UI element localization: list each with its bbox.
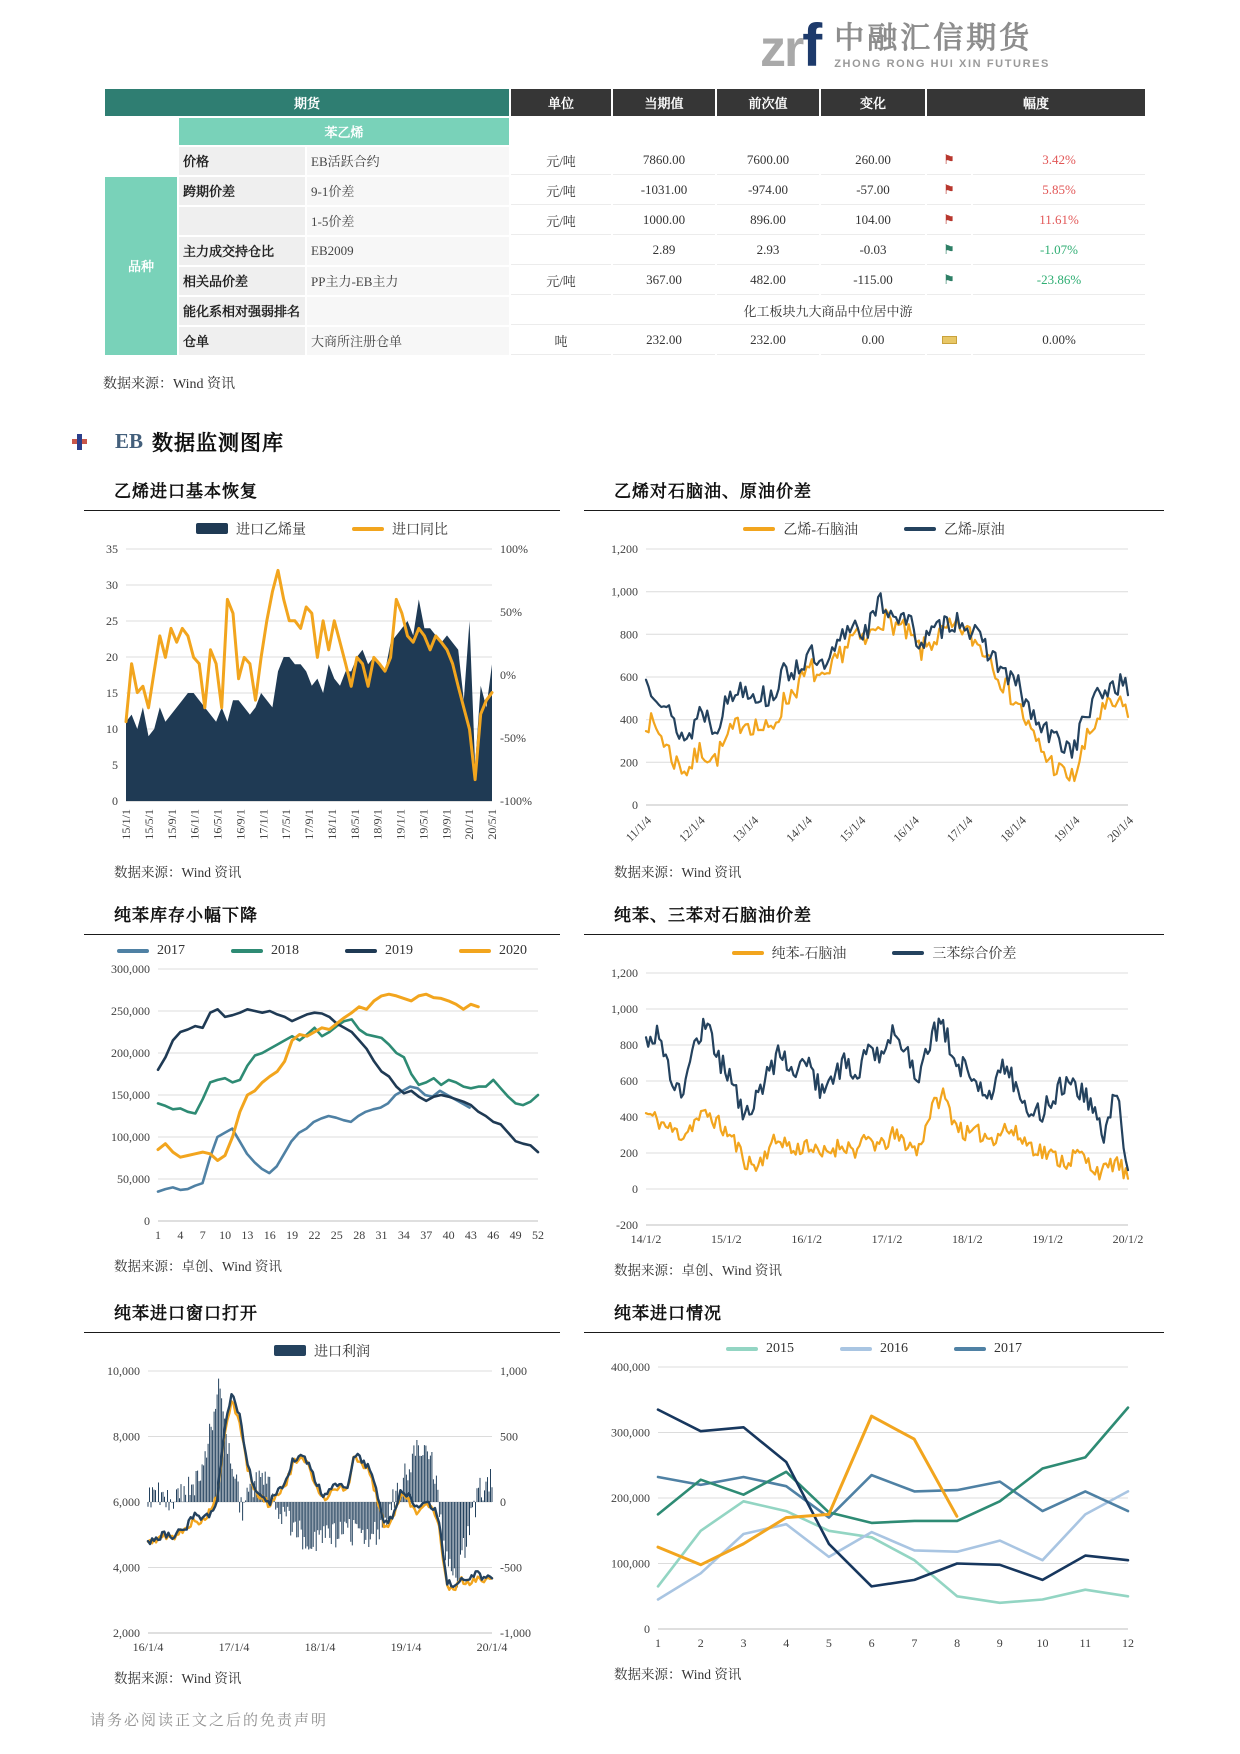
- chart-legend: [584, 1341, 1164, 1357]
- svg-text:5: 5: [112, 757, 118, 772]
- svg-text:15/9/1: 15/9/1: [164, 808, 179, 840]
- svg-text:18/9/1: 18/9/1: [370, 808, 385, 840]
- legend-label: 进口乙烯量: [236, 522, 306, 538]
- legend-label: 进口利润: [314, 1344, 370, 1360]
- cell-change: -0.03: [821, 237, 925, 265]
- svg-text:17/9/1: 17/9/1: [302, 808, 316, 840]
- legend-label: 2019: [385, 942, 413, 958]
- svg-text:17/5/1: 17/5/1: [279, 808, 294, 840]
- table-row: [105, 327, 1145, 355]
- cell-change: 260.00: [821, 147, 925, 175]
- legend-label: 2016: [880, 1340, 908, 1356]
- svg-text:19/9/1: 19/9/1: [439, 808, 454, 840]
- trend-flag-icon: ⚑: [943, 212, 955, 228]
- cell-previous: -974.00: [717, 177, 819, 205]
- svg-text:300,000: 300,000: [611, 1425, 650, 1440]
- section-prefix: EB: [115, 429, 144, 454]
- svg-text:150,000: 150,000: [111, 1087, 150, 1102]
- svg-text:600: 600: [620, 1073, 638, 1088]
- svg-text:16: 16: [263, 1227, 276, 1242]
- legend-item: [892, 943, 1016, 963]
- chart-source: 数据来源：Wind 资讯: [614, 864, 742, 880]
- product-name: 苯乙烯: [179, 118, 509, 145]
- svg-text:19: 19: [286, 1227, 299, 1242]
- legend-item: [117, 943, 185, 959]
- product-row: [105, 118, 1145, 145]
- svg-text:3: 3: [740, 1635, 747, 1650]
- svg-text:10: 10: [1036, 1635, 1049, 1650]
- chart-plot: [584, 963, 1144, 1259]
- cell-current: 232.00: [613, 327, 715, 355]
- cell-unit: 元/吨: [511, 177, 611, 205]
- row-label: 价格: [179, 147, 305, 175]
- svg-text:250,000: 250,000: [111, 1003, 150, 1018]
- chart-plot: [84, 539, 554, 861]
- svg-text:19/5/1: 19/5/1: [416, 808, 431, 840]
- table-source: 数据来源：Wind 资讯: [103, 376, 236, 392]
- row-indicator: 9-1价差: [307, 177, 509, 205]
- svg-text:-200: -200: [616, 1217, 638, 1232]
- legend-swatch-icon: [352, 527, 384, 531]
- row-indicator: 大商所注册仓单: [307, 327, 509, 355]
- svg-text:2,000: 2,000: [113, 1625, 140, 1640]
- title-rule: [84, 934, 560, 935]
- legend-label: 2018: [271, 942, 299, 958]
- cell-current: 1000.00: [613, 207, 715, 235]
- chart-legend: [584, 519, 1164, 539]
- row-indicator: [307, 297, 509, 325]
- svg-text:20/5/1: 20/5/1: [485, 808, 499, 840]
- svg-text:14/1/4: 14/1/4: [783, 813, 815, 845]
- legend-label: 2015: [766, 1340, 794, 1356]
- chart-plot: [584, 1357, 1144, 1663]
- logo-company-name-en: ZHONG RONG HUI XIN FUTURES: [834, 58, 1050, 70]
- svg-text:28: 28: [353, 1227, 366, 1242]
- svg-text:16/1/4: 16/1/4: [890, 813, 922, 845]
- svg-text:30: 30: [106, 577, 118, 592]
- chart-title: 纯苯库存小幅下降: [114, 905, 258, 925]
- svg-text:19/1/4: 19/1/4: [1050, 813, 1083, 845]
- legend-swatch-icon: [743, 527, 775, 531]
- svg-text:0: 0: [112, 793, 118, 808]
- svg-text:25: 25: [330, 1227, 343, 1242]
- svg-text:6,000: 6,000: [113, 1494, 140, 1509]
- svg-text:15/1/2: 15/1/2: [710, 1231, 742, 1246]
- cell-change: -115.00: [821, 267, 925, 295]
- section-title: 数据监测图库: [152, 431, 285, 455]
- company-logo: [759, 12, 1050, 79]
- svg-text:0: 0: [500, 1494, 506, 1509]
- legend-item: [743, 519, 858, 539]
- cell-previous: 232.00: [717, 327, 819, 355]
- svg-text:-100%: -100%: [500, 793, 532, 808]
- svg-text:400,000: 400,000: [611, 1359, 650, 1374]
- legend-item: [840, 1341, 908, 1357]
- svg-text:25: 25: [106, 613, 118, 628]
- pct-value: 3.42%: [1042, 152, 1076, 168]
- legend-label: 乙烯-石脑油: [783, 522, 858, 538]
- svg-text:0: 0: [632, 1181, 638, 1196]
- svg-text:-500: -500: [500, 1560, 522, 1575]
- svg-text:0: 0: [644, 1621, 650, 1636]
- svg-text:22: 22: [308, 1227, 321, 1242]
- trend-flag-icon: ⚑: [943, 242, 955, 258]
- header-change: 变化: [821, 89, 925, 116]
- title-rule: [584, 510, 1164, 511]
- title-rule: [84, 1332, 560, 1333]
- svg-text:1,000: 1,000: [500, 1363, 527, 1378]
- cell-unit: 吨: [511, 327, 611, 355]
- legend-swatch-icon: [726, 1347, 758, 1351]
- row-label: [179, 207, 305, 235]
- svg-text:7: 7: [911, 1635, 918, 1650]
- row-label: 主力成交持仓比: [179, 237, 305, 265]
- svg-text:19/1/2: 19/1/2: [1032, 1231, 1064, 1246]
- chart-ethylene-import: [84, 471, 560, 885]
- svg-text:17/1/4: 17/1/4: [943, 813, 976, 845]
- cell-unit: 元/吨: [511, 267, 611, 295]
- svg-text:17/1/1: 17/1/1: [256, 808, 271, 840]
- svg-text:16/1/1: 16/1/1: [187, 808, 202, 840]
- cell-change: 104.00: [821, 207, 925, 235]
- header-futures: 期货: [105, 89, 509, 116]
- pct-value: 5.85%: [1042, 182, 1076, 198]
- legend-swatch-icon: [274, 1345, 306, 1356]
- cell-unit: 元/吨: [511, 147, 611, 175]
- table-row: [105, 177, 1145, 205]
- trend-flag-icon: ⚑: [943, 182, 955, 198]
- chart-import-window: [84, 1293, 560, 1691]
- legend-label: 2017: [994, 1340, 1022, 1356]
- svg-text:300,000: 300,000: [111, 961, 150, 976]
- chart-title: 纯苯进口窗口打开: [114, 1303, 258, 1323]
- svg-text:8: 8: [954, 1635, 961, 1650]
- section-heading: [72, 427, 1240, 457]
- chart-grid: [0, 471, 1240, 1691]
- svg-text:50%: 50%: [500, 604, 522, 619]
- trend-flag-icon: ⚑: [943, 152, 955, 168]
- svg-text:46: 46: [487, 1227, 500, 1242]
- svg-text:1,000: 1,000: [611, 1001, 638, 1016]
- table-row: [105, 237, 1145, 265]
- chart-source: 数据来源：卓创、Wind 资讯: [114, 1258, 282, 1274]
- svg-text:18/1/2: 18/1/2: [951, 1231, 983, 1246]
- svg-text:500: 500: [500, 1429, 518, 1444]
- svg-text:40: 40: [442, 1227, 455, 1242]
- logo-zrf-icon: [759, 12, 823, 79]
- chart-legend: [584, 943, 1164, 963]
- logo-zr: zr: [759, 20, 803, 78]
- row-label: 能化系相对强弱排名: [179, 297, 305, 325]
- svg-text:1,000: 1,000: [611, 584, 638, 599]
- svg-text:20/1/4: 20/1/4: [1104, 813, 1137, 845]
- svg-text:12: 12: [1122, 1635, 1134, 1650]
- svg-text:0: 0: [632, 797, 638, 812]
- svg-text:-50%: -50%: [500, 730, 526, 745]
- svg-text:34: 34: [397, 1227, 410, 1242]
- svg-text:200,000: 200,000: [611, 1490, 650, 1505]
- svg-text:200: 200: [620, 755, 638, 770]
- svg-text:600: 600: [620, 669, 638, 684]
- svg-text:100,000: 100,000: [111, 1129, 150, 1144]
- svg-text:18/1/4: 18/1/4: [997, 813, 1030, 845]
- legend-label: 乙烯-原油: [944, 522, 1005, 538]
- header-previous: 前次值: [717, 89, 819, 116]
- svg-text:5: 5: [825, 1635, 832, 1650]
- svg-text:0%: 0%: [500, 667, 516, 682]
- pct-value: 11.61%: [1039, 212, 1079, 228]
- svg-text:8,000: 8,000: [113, 1429, 140, 1444]
- svg-text:4: 4: [177, 1227, 184, 1242]
- svg-text:15: 15: [106, 685, 118, 700]
- legend-swatch-icon: [892, 951, 924, 955]
- chart-plot: [84, 959, 554, 1255]
- legend-item: [345, 943, 413, 959]
- svg-text:11: 11: [1079, 1635, 1092, 1650]
- svg-text:4: 4: [783, 1635, 790, 1650]
- svg-text:16/1/2: 16/1/2: [791, 1231, 823, 1246]
- title-rule: [84, 510, 560, 511]
- svg-text:1: 1: [655, 1635, 661, 1650]
- svg-text:31: 31: [375, 1227, 388, 1242]
- svg-text:1,200: 1,200: [611, 965, 638, 980]
- chart-title: 乙烯进口基本恢复: [114, 481, 258, 501]
- svg-text:50,000: 50,000: [117, 1171, 150, 1186]
- svg-text:20/1/1: 20/1/1: [462, 808, 477, 840]
- legend-item: [274, 1341, 370, 1361]
- svg-text:15/1/4: 15/1/4: [836, 813, 869, 845]
- spacer-cell: [105, 147, 177, 175]
- logo-text: [834, 22, 1050, 70]
- svg-text:0: 0: [144, 1213, 150, 1228]
- cell-previous: 482.00: [717, 267, 819, 295]
- cell-previous: 7600.00: [717, 147, 819, 175]
- svg-text:400: 400: [620, 1109, 638, 1124]
- svg-text:17/1/2: 17/1/2: [871, 1231, 903, 1246]
- legend-swatch-icon: [117, 949, 149, 953]
- svg-text:4,000: 4,000: [113, 1560, 140, 1575]
- svg-text:19/1/1: 19/1/1: [393, 808, 408, 840]
- chart-source: 数据来源：Wind 资讯: [114, 1670, 242, 1686]
- chart-source: 数据来源：卓创、Wind 资讯: [614, 1262, 782, 1278]
- cell-unit: [511, 237, 611, 265]
- chart-legend: [84, 519, 560, 539]
- section-marker-icon: [72, 434, 87, 450]
- svg-text:100%: 100%: [500, 541, 528, 556]
- svg-text:16/9/1: 16/9/1: [233, 808, 248, 840]
- category-cell: 品种: [105, 177, 177, 355]
- header-range: 幅度: [927, 89, 1145, 116]
- legend-swatch-icon: [231, 949, 263, 953]
- legend-swatch-icon: [196, 523, 228, 534]
- table-row: [105, 267, 1145, 295]
- legend-item: [352, 519, 448, 539]
- svg-text:13: 13: [241, 1227, 254, 1242]
- chart-title: 乙烯对石脑油、原油价差: [614, 481, 812, 501]
- svg-text:15/5/1: 15/5/1: [141, 808, 156, 840]
- chart-import-volume: [584, 1293, 1164, 1691]
- legend-label: 2017: [157, 942, 185, 958]
- svg-text:14/1/2: 14/1/2: [630, 1231, 662, 1246]
- legend-label: 进口同比: [392, 522, 448, 538]
- legend-item: [459, 943, 527, 959]
- chart-benzene-inventory: [84, 895, 560, 1283]
- svg-text:19/1/4: 19/1/4: [390, 1639, 422, 1654]
- row-label: 相关品价差: [179, 267, 305, 295]
- svg-text:12/1/4: 12/1/4: [676, 813, 708, 845]
- page-header: [0, 0, 1240, 79]
- svg-text:200,000: 200,000: [111, 1045, 150, 1060]
- svg-text:800: 800: [620, 1037, 638, 1052]
- svg-text:13/1/4: 13/1/4: [729, 813, 762, 845]
- legend-item: [904, 519, 1005, 539]
- svg-text:16/5/1: 16/5/1: [210, 808, 225, 840]
- futures-summary-table: [103, 87, 1147, 357]
- pct-value: -23.86%: [1036, 272, 1082, 288]
- svg-text:1: 1: [155, 1227, 161, 1242]
- svg-text:49: 49: [509, 1227, 522, 1242]
- title-rule: [584, 934, 1164, 935]
- legend-item: [732, 943, 847, 963]
- logo-company-name: 中融汇信期货: [834, 22, 1033, 55]
- svg-text:6: 6: [868, 1635, 875, 1650]
- svg-text:43: 43: [464, 1227, 477, 1242]
- cell-change: 0.00: [821, 327, 925, 355]
- svg-text:17/1/4: 17/1/4: [218, 1639, 250, 1654]
- chart-title: 纯苯进口情况: [614, 1303, 722, 1323]
- svg-text:20/1/2: 20/1/2: [1112, 1231, 1144, 1246]
- chart-benzene-spread: [584, 895, 1164, 1283]
- svg-text:37: 37: [420, 1227, 433, 1242]
- row-indicator: 1-5价差: [307, 207, 509, 235]
- svg-text:10: 10: [106, 721, 118, 736]
- svg-text:20: 20: [106, 649, 118, 664]
- svg-text:15/1/1: 15/1/1: [119, 808, 133, 840]
- row-indicator: EB2009: [307, 237, 509, 265]
- svg-text:-1,000: -1,000: [500, 1625, 531, 1640]
- legend-label: 纯苯-石脑油: [771, 946, 847, 962]
- header-unit: 单位: [511, 89, 611, 116]
- disclaimer-note: 请务必阅读正文之后的免责声明: [90, 1712, 329, 1729]
- logo-f: f: [802, 12, 823, 79]
- chart-plot: [84, 1361, 554, 1667]
- svg-text:18/5/1: 18/5/1: [347, 808, 362, 840]
- svg-text:52: 52: [532, 1227, 544, 1242]
- legend-swatch-icon: [954, 1347, 986, 1351]
- legend-swatch-icon: [459, 949, 491, 953]
- cell-unit: 元/吨: [511, 207, 611, 235]
- table-row: [105, 147, 1145, 175]
- svg-text:35: 35: [106, 541, 118, 556]
- svg-text:800: 800: [620, 627, 638, 642]
- svg-text:16/1/4: 16/1/4: [132, 1639, 164, 1654]
- cell-current: 367.00: [613, 267, 715, 295]
- svg-text:10: 10: [219, 1227, 232, 1242]
- svg-text:18/1/4: 18/1/4: [304, 1639, 336, 1654]
- cell-change: -57.00: [821, 177, 925, 205]
- svg-text:1,200: 1,200: [611, 541, 638, 556]
- table-header-row: [105, 89, 1145, 116]
- chart-ethylene-spread: [584, 471, 1164, 885]
- row-indicator: EB活跃合约: [307, 147, 509, 175]
- legend-item: [726, 1341, 794, 1357]
- svg-text:11/1/4: 11/1/4: [622, 813, 655, 845]
- svg-text:20/1/4: 20/1/4: [476, 1639, 508, 1654]
- trend-flag-icon: ⚑: [943, 272, 955, 288]
- cell-previous: 2.93: [717, 237, 819, 265]
- svg-text:2: 2: [697, 1635, 704, 1650]
- svg-text:7: 7: [199, 1227, 206, 1242]
- row-indicator: PP主力-EB主力: [307, 267, 509, 295]
- svg-text:100,000: 100,000: [611, 1556, 650, 1571]
- legend-label: 三苯综合价差: [932, 946, 1017, 962]
- chart-legend: [84, 1341, 560, 1361]
- cell-current: 7860.00: [613, 147, 715, 175]
- pct-value: -1.07%: [1040, 242, 1078, 258]
- chart-title: 纯苯、三苯对石脑油价差: [614, 905, 812, 925]
- legend-swatch-icon: [904, 527, 936, 531]
- chart-source: 数据来源：Wind 资讯: [114, 864, 242, 880]
- chart-source: 数据来源：Wind 资讯: [614, 1666, 742, 1682]
- legend-swatch-icon: [732, 951, 764, 955]
- pct-value: 0.00%: [1042, 332, 1076, 348]
- cell-previous: 896.00: [717, 207, 819, 235]
- legend-item: [231, 943, 299, 959]
- row-label: 跨期价差: [179, 177, 305, 205]
- spacer-cell: [511, 118, 1145, 145]
- svg-text:9: 9: [996, 1635, 1003, 1650]
- legend-swatch-icon: [840, 1347, 872, 1351]
- chart-legend: [84, 943, 560, 959]
- svg-text:18/1/1: 18/1/1: [324, 808, 339, 840]
- chart-plot: [584, 539, 1144, 861]
- legend-item: [196, 519, 306, 539]
- cell-rank-note: 化工板块九大商品中位居中游: [511, 297, 1145, 325]
- svg-text:200: 200: [620, 1145, 638, 1160]
- table-row: [105, 297, 1145, 325]
- svg-text:400: 400: [620, 712, 638, 727]
- legend-swatch-icon: [345, 949, 377, 953]
- row-label: 仓单: [179, 327, 305, 355]
- spacer-cell: [105, 118, 177, 145]
- svg-text:10,000: 10,000: [107, 1363, 140, 1378]
- title-rule: [584, 1332, 1164, 1333]
- table-row: [105, 207, 1145, 235]
- cell-current: -1031.00: [613, 177, 715, 205]
- legend-label: 2020: [499, 942, 527, 958]
- header-current: 当期值: [613, 89, 715, 116]
- legend-item: [954, 1341, 1022, 1357]
- cell-current: 2.89: [613, 237, 715, 265]
- flat-indicator-icon: [942, 336, 957, 344]
